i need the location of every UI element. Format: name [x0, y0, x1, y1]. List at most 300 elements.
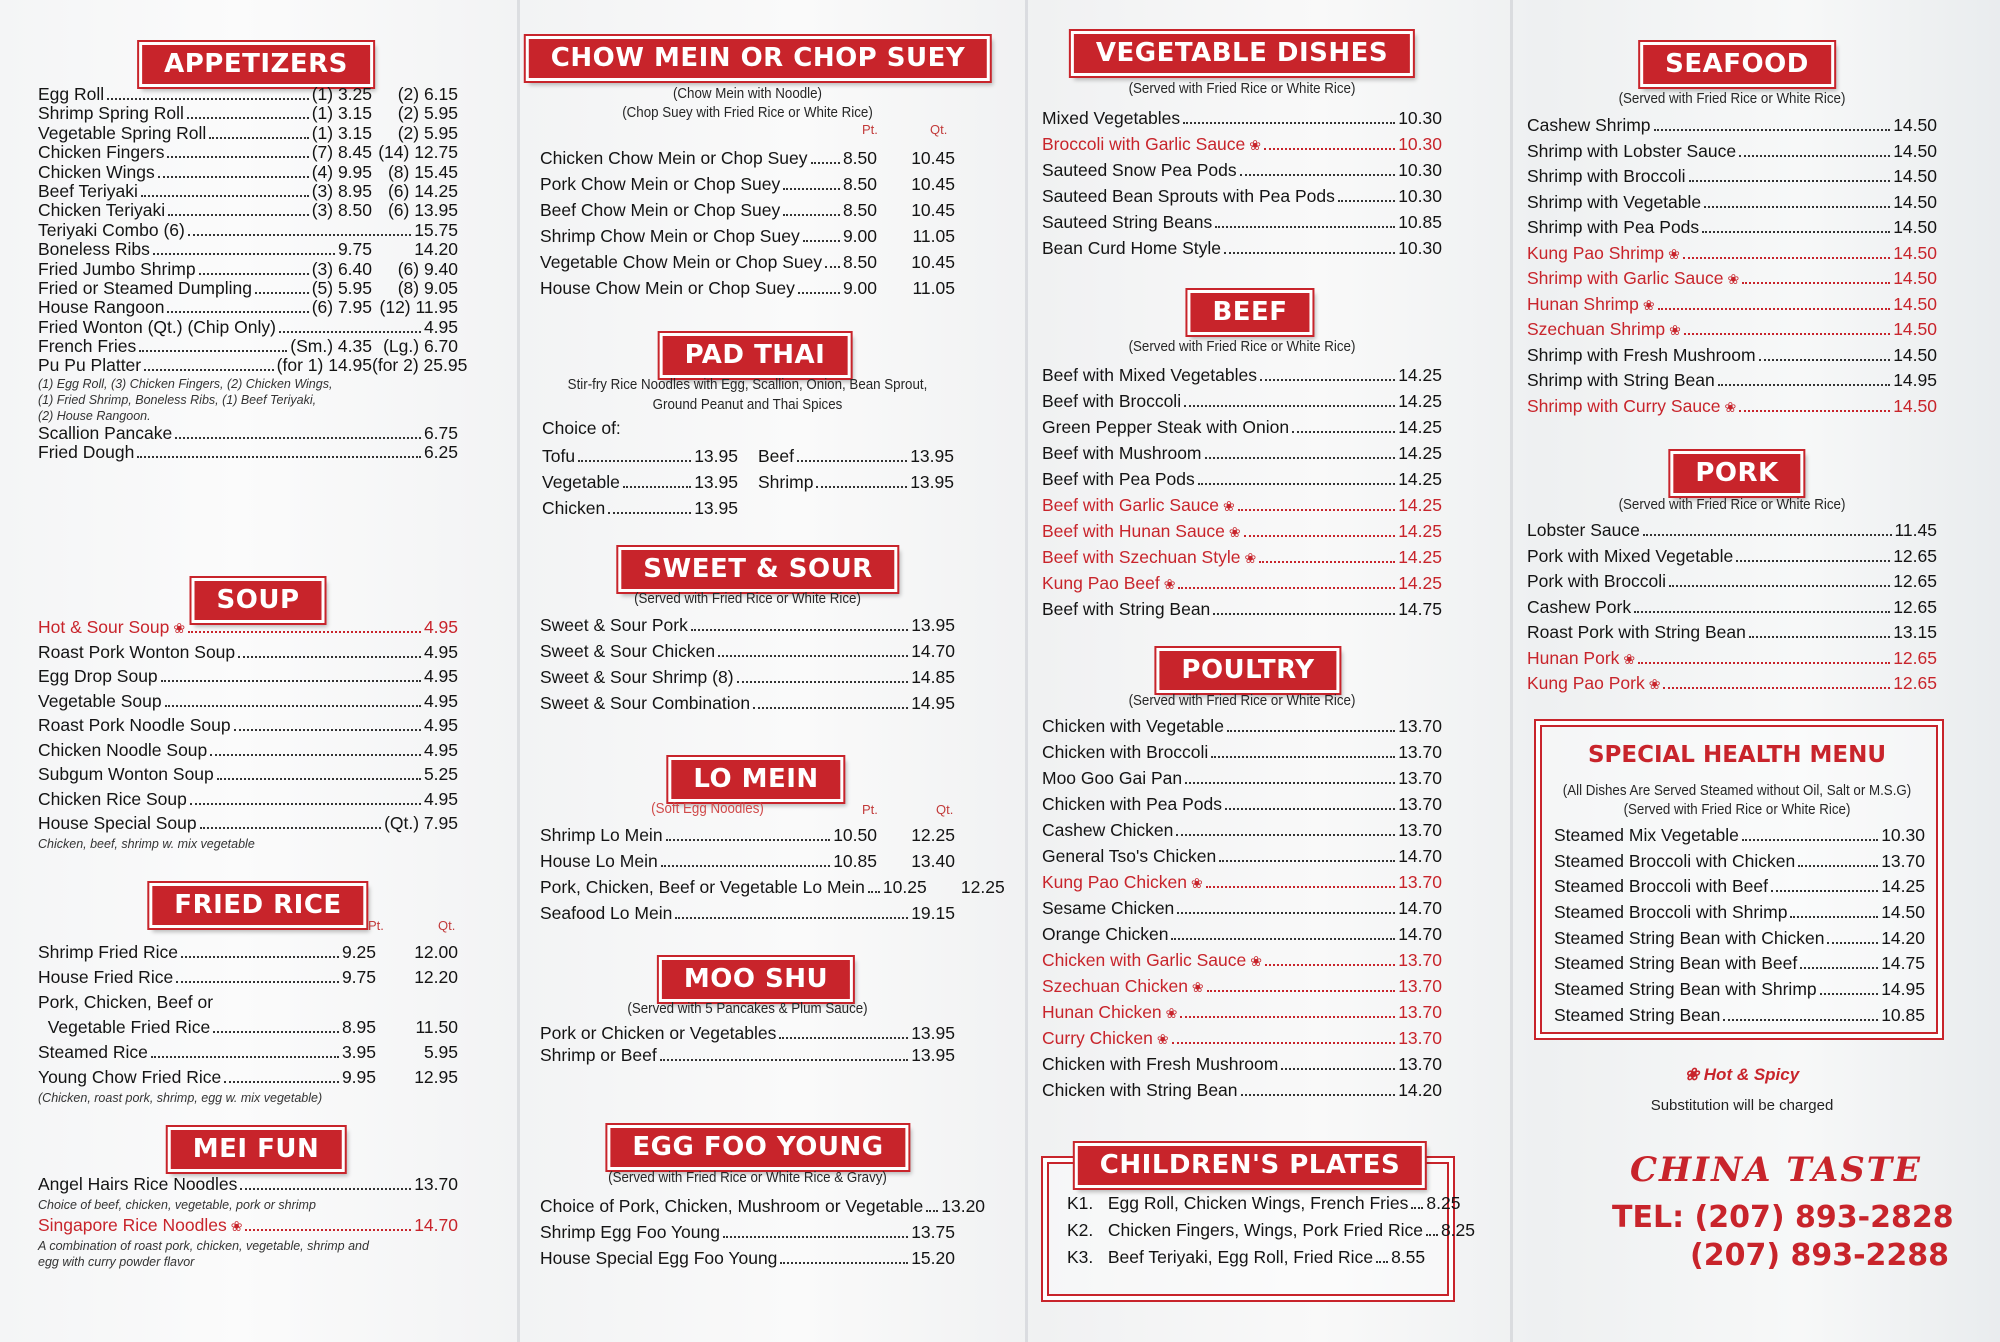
menu-item — [38, 143, 458, 162]
item-price: 14.50 — [1893, 191, 1937, 212]
item-price: 13.95 — [910, 446, 954, 466]
dot-leader — [666, 839, 831, 841]
pepper-icon: ❀ — [1648, 676, 1661, 692]
item-price-large: 11.05 — [912, 278, 955, 298]
pt-label: Pt. — [368, 918, 384, 933]
item-name: Cashew Pork — [1527, 596, 1632, 617]
item-name: Vegetable — [542, 472, 620, 492]
health-list — [1554, 823, 1925, 1029]
item-name: Broccoli with Garlic Sauce — [1042, 134, 1246, 154]
item-name: Vegetable Soup — [38, 690, 162, 711]
menu-item — [1042, 1077, 1442, 1103]
item-price: 13.70 — [1398, 794, 1442, 814]
item-price: 15.75 — [414, 219, 458, 240]
menu-item — [542, 443, 738, 469]
menu-item — [38, 260, 458, 279]
item-price-large: 11.05 — [912, 226, 955, 246]
item-price: 4.95 — [423, 788, 458, 809]
menu-item — [1554, 951, 1925, 977]
pepper-icon: ❀ — [1244, 550, 1257, 566]
menu-item — [540, 874, 1005, 900]
item-name: Green Pepper Steak with Onion — [1042, 417, 1290, 437]
dot-leader — [1264, 148, 1395, 150]
mei-fun-banner: MEI FUN — [168, 1127, 345, 1172]
menu-item — [1042, 131, 1442, 157]
item-price: 5.25 — [423, 764, 458, 784]
dot-leader — [1180, 1016, 1395, 1018]
menu-item — [1527, 164, 1937, 190]
dot-leader — [1663, 687, 1890, 689]
dot-leader — [825, 266, 840, 268]
menu-item — [1554, 849, 1925, 875]
item-description: (1) Egg Roll, (3) Chicken Fingers, (2) Chicken Wings, — [38, 376, 333, 391]
dot-leader — [661, 865, 830, 867]
item-name: Pork, Chicken, Beef or Vegetable Lo Mein — [540, 877, 865, 897]
dot-leader — [1183, 122, 1395, 124]
menu-item — [1042, 570, 1442, 596]
item-name: Roast Pork Noodle Soup — [38, 715, 231, 735]
item-price: 13.70 — [1398, 742, 1442, 762]
item-price: 13.95 — [910, 472, 954, 492]
menu-item — [540, 690, 955, 716]
menu-item — [1042, 105, 1442, 131]
fried-rice-banner: FRIED RICE — [149, 883, 366, 928]
dot-leader — [1426, 1234, 1438, 1236]
item-price-large: (6) 14.25 — [387, 180, 458, 201]
item-name: Shrimp with Pea Pods — [1527, 217, 1700, 237]
menu-item — [38, 201, 458, 220]
dot-leader — [1225, 808, 1395, 810]
item-name: Sauteed String Beans — [1042, 212, 1213, 232]
item-price: 4.95 — [423, 641, 458, 662]
item-price: 14.25 — [1398, 443, 1442, 463]
dot-leader — [1658, 308, 1891, 310]
menu-item — [540, 1193, 986, 1219]
item-price: 14.50 — [1893, 217, 1937, 237]
lo-mein-note: (Soft Egg Noodles) — [651, 801, 764, 817]
item-name: Shrimp Chow Mein or Chop Suey — [540, 226, 800, 246]
item-price-small: 9.25 — [341, 942, 376, 962]
item-description: Chicken, beef, shrimp w. mix vegetable — [38, 836, 255, 851]
dot-leader — [1259, 561, 1395, 563]
item-price: 14.70 — [1398, 846, 1442, 866]
item-name: Angel Hairs Rice Noodles — [38, 1174, 238, 1194]
dot-leader — [737, 681, 909, 683]
menu-item — [38, 298, 458, 317]
dot-leader — [1176, 834, 1395, 836]
menu-item — [1042, 235, 1442, 261]
health-note-1: (All Dishes Are Served Steamed without Oil, Salt or M.S.G) — [1562, 783, 1912, 799]
item-price: 12.65 — [1893, 673, 1937, 693]
item-name: K2. Chicken Fingers, Wings, Pork Fried Rice — [1067, 1220, 1423, 1240]
menu-item — [1554, 1003, 1925, 1029]
item-description: (2) House Rangoon. — [38, 408, 151, 423]
menu-item — [38, 615, 458, 640]
item-name: General Tso's Chicken — [1042, 846, 1217, 866]
item-name: Steamed Broccoli with Beef — [1554, 876, 1768, 897]
restaurant-name: CHINA TASTE — [1630, 1150, 1922, 1190]
item-price: 13.95 — [911, 1023, 955, 1043]
item-price-small: 10.85 — [833, 851, 877, 871]
item-name: Orange Chicken — [1042, 924, 1169, 944]
item-price: 13.70 — [414, 1174, 458, 1194]
pepper-icon: ❀ — [1191, 979, 1204, 995]
pepper-icon: ❀ — [1223, 498, 1235, 514]
chow-mein-note-2: (Chop Suey with Fried Rice or White Rice) — [622, 105, 873, 121]
substitution-note: Substitution will be charged — [1650, 1097, 1834, 1114]
dot-leader — [210, 754, 421, 756]
item-price: 12.65 — [1893, 545, 1937, 566]
menu-item — [1554, 874, 1925, 900]
pepper-icon: ❀ — [1642, 296, 1655, 313]
pepper-icon: ❀ — [1727, 271, 1740, 287]
menu-item — [1042, 596, 1442, 622]
item-price: 14.20 — [1881, 927, 1925, 948]
menu-item — [540, 1245, 955, 1271]
menu-item — [38, 1065, 458, 1090]
dot-leader — [161, 680, 421, 682]
childrens-plates-list — [1067, 1190, 1476, 1271]
item-name: Steamed Broccoli with Shrimp — [1554, 902, 1788, 923]
item-name: K1. Egg Roll, Chicken Wings, French Fries — [1067, 1193, 1409, 1213]
item-name: Shrimp with Fresh Mushroom — [1527, 344, 1756, 365]
item-price: 13.70 — [1398, 716, 1442, 736]
menu-item — [1554, 823, 1925, 849]
vegetable-list — [1042, 105, 1442, 261]
item-name: Boneless Ribs — [38, 239, 150, 260]
item-name: Pork or Chicken or Vegetables — [540, 1023, 777, 1043]
egg-foo-young-banner: EGG FOO YOUNG — [607, 1125, 908, 1170]
menu-item — [1527, 518, 1937, 544]
pt-label: Pt. — [862, 802, 878, 817]
item-price: 8.55 — [1391, 1247, 1426, 1267]
item-price: 6.75 — [423, 422, 458, 443]
dot-leader — [1684, 333, 1890, 335]
item-name: Beef with Mixed Vegetables — [1042, 365, 1257, 385]
item-name: Shrimp with Lobster Sauce — [1527, 140, 1737, 161]
item-price: 13.70 — [1398, 872, 1442, 892]
dot-leader — [137, 456, 421, 458]
dot-leader — [1172, 1042, 1396, 1044]
dot-leader — [1338, 200, 1395, 202]
item-price-small: (6) 7.95 — [311, 297, 372, 318]
item-name: Moo Goo Gai Pan — [1042, 768, 1183, 788]
item-price-small: 9.75 — [341, 967, 376, 987]
item-price: 8.25 — [1426, 1193, 1461, 1213]
menu-item — [1042, 466, 1442, 492]
dot-leader — [151, 1056, 339, 1058]
menu-item — [540, 848, 955, 874]
menu-item — [540, 275, 955, 301]
lo-mein-banner: LO MEIN — [668, 757, 843, 802]
menu-item — [1554, 926, 1925, 952]
chow-mein-list — [540, 145, 955, 301]
pepper-icon: ❀ — [1165, 1005, 1178, 1021]
item-price: 14.20 — [1398, 1080, 1442, 1100]
item-price: 13.70 — [1398, 950, 1442, 970]
dot-leader — [718, 655, 908, 657]
dot-leader — [141, 195, 309, 197]
dot-leader — [200, 827, 382, 829]
item-price-large: (8) 9.05 — [397, 277, 458, 298]
sweet-sour-banner: SWEET & SOUR — [618, 547, 897, 592]
item-name: Shrimp or Beef — [540, 1045, 657, 1065]
poultry-list — [1042, 713, 1442, 1103]
dot-leader — [1736, 560, 1890, 562]
menu-item — [1527, 317, 1937, 343]
dot-leader — [868, 891, 880, 893]
menu-item — [38, 124, 458, 143]
item-price: 15.20 — [911, 1248, 955, 1268]
fried-rice-list — [38, 940, 458, 1106]
item-name: Chicken Wings — [38, 161, 155, 182]
item-price-large: 5.95 — [423, 1042, 458, 1062]
dot-leader — [623, 486, 691, 488]
item-price: 14.75 — [1398, 599, 1442, 619]
item-description: (1) Fried Shrimp, Boneless Ribs, (1) Beef Teriyaki, — [38, 392, 317, 407]
item-name: Shrimp with String Bean — [1527, 370, 1715, 390]
dot-leader — [783, 214, 840, 216]
item-price: 14.50 — [1893, 166, 1937, 186]
item-price: 4.95 — [423, 666, 458, 686]
dot-leader — [1292, 431, 1395, 433]
pepper-icon: ❀ — [173, 620, 186, 636]
dot-leader — [187, 117, 309, 119]
item-name: Sesame Chicken — [1042, 898, 1175, 918]
menu-item — [38, 738, 458, 763]
item-name: Beef with Garlic Sauce — [1042, 495, 1220, 515]
dot-leader — [783, 188, 840, 190]
item-name: Teriyaki Combo (6) — [38, 219, 185, 240]
item-price: 14.70 — [1398, 924, 1442, 944]
menu-item — [540, 900, 955, 926]
menu-item — [38, 279, 458, 298]
item-name: Subgum Wonton Soup — [38, 764, 214, 784]
item-name: Kung Pao Shrimp — [1527, 242, 1665, 263]
menu-item — [1527, 113, 1937, 139]
menu-item — [38, 163, 458, 182]
item-price-large: (Lg.) 6.70 — [383, 336, 458, 357]
item-name: Kung Pao Chicken — [1042, 872, 1187, 892]
menu-item — [542, 469, 738, 495]
item-description: (Chicken, roast pork, shrimp, egg w. mix vegetable) — [38, 1091, 323, 1105]
item-price: 13.95 — [911, 1045, 955, 1065]
item-name: Tofu — [542, 446, 576, 466]
item-price: 14.25 — [1398, 365, 1442, 385]
dot-leader — [165, 705, 421, 707]
item-price-small: 8.50 — [842, 174, 877, 194]
item-name: Sweet & Sour Chicken — [540, 641, 716, 661]
dot-leader — [1704, 206, 1890, 208]
dot-leader — [1790, 916, 1878, 918]
dot-leader — [1244, 535, 1396, 537]
item-name: Cashew Chicken — [1042, 820, 1174, 840]
pepper-icon: ❀ — [1669, 322, 1681, 338]
dot-leader — [107, 98, 309, 100]
item-price-large: 12.95 — [414, 1067, 458, 1087]
pad-thai-note-1: Stir-fry Rice Noodles with Egg, Scallion, Onion, Bean Sprout, — [567, 377, 928, 393]
item-price: 10.30 — [1398, 186, 1442, 206]
item-price: 13.95 — [911, 615, 955, 635]
dot-leader — [153, 253, 335, 255]
vegetable-dishes-banner: VEGETABLE DISHES — [1071, 31, 1413, 76]
pepper-icon: ❀ — [1190, 875, 1203, 891]
sweet-sour-list — [540, 612, 955, 716]
item-price: 12.65 — [1893, 571, 1937, 591]
item-price: 13.70 — [1398, 1054, 1442, 1074]
menu-item — [1042, 843, 1442, 869]
item-price: 14.25 — [1881, 876, 1925, 897]
item-name: Cashew Shrimp — [1527, 115, 1651, 135]
dot-leader — [1241, 1094, 1396, 1096]
item-name: House Chow Mein or Chop Suey — [540, 278, 795, 298]
pt-label: Pt. — [862, 122, 878, 137]
item-price-large: (2) 6.15 — [397, 84, 458, 104]
qt-label: Qt. — [438, 918, 456, 933]
menu-item — [1554, 900, 1925, 926]
dot-leader — [1771, 890, 1878, 892]
item-price-small: (3) 8.95 — [311, 180, 372, 201]
dot-leader — [1702, 231, 1890, 233]
item-price-large: 12.20 — [414, 967, 458, 987]
menu-item — [38, 762, 458, 787]
item-name: Chicken Noodle Soup — [38, 739, 208, 760]
dot-leader — [816, 486, 907, 488]
item-price: 10.85 — [1881, 1004, 1925, 1025]
item-name: Szechuan Chicken — [1042, 976, 1188, 996]
menu-item — [38, 1015, 458, 1040]
dot-leader — [1227, 730, 1395, 732]
item-name: Bean Curd Home Style — [1042, 238, 1221, 258]
dot-leader — [723, 1236, 908, 1238]
menu-item — [1042, 362, 1442, 388]
lo-mein-list — [540, 822, 1005, 926]
item-name: Beef with Mushroom — [1042, 443, 1202, 463]
menu-item — [1527, 620, 1937, 646]
dot-leader — [1260, 379, 1395, 381]
item-price-small: 8.50 — [842, 148, 877, 168]
item-price-large: 12.00 — [414, 942, 458, 962]
item-name: Sweet & Sour Shrimp (8) — [540, 667, 734, 687]
dot-leader — [1178, 587, 1395, 589]
item-price: 10.30 — [1398, 238, 1442, 258]
item-price: 8.25 — [1440, 1220, 1476, 1240]
item-name: House Fried Rice — [38, 967, 174, 987]
item-price: 13.20 — [941, 1196, 986, 1216]
dot-leader — [1207, 990, 1396, 992]
item-name: Hot & Sour Soup — [38, 617, 170, 637]
menu-item — [1042, 492, 1442, 518]
menu-item — [1042, 895, 1442, 921]
menu-item — [1527, 215, 1937, 241]
item-price: 13.70 — [1398, 1002, 1442, 1022]
item-price: 14.50 — [1893, 395, 1937, 416]
item-name: Vegetable Spring Roll — [38, 122, 207, 143]
item-price: 13.70 — [1398, 1028, 1442, 1048]
item-price: 14.50 — [1893, 140, 1937, 161]
beef-banner: BEEF — [1187, 290, 1312, 335]
menu-item — [1527, 595, 1937, 621]
menu-item — [38, 182, 458, 201]
menu-item — [38, 664, 458, 689]
dot-leader — [1411, 1207, 1423, 1209]
item-name: Chicken with Broccoli — [1042, 742, 1209, 762]
item-price: 4.95 — [423, 739, 458, 760]
item-name: Fried or Steamed Dumpling — [38, 277, 252, 298]
item-name: Vegetable Chow Mein or Chop Suey — [540, 252, 823, 272]
item-price-large: (8) 15.45 — [387, 161, 458, 182]
menu-item — [1527, 671, 1937, 697]
poultry-note: (Served with Fried Rice or White Rice) — [1128, 693, 1356, 709]
soup-list — [38, 615, 458, 852]
beef-note: (Served with Fried Rice or White Rice) — [1128, 339, 1356, 355]
item-price-large: 12.25 — [911, 825, 955, 845]
soup-banner: SOUP — [192, 578, 325, 623]
dot-leader — [1742, 839, 1878, 841]
menu-item — [1042, 518, 1442, 544]
item-price-small: (3) 6.40 — [311, 258, 372, 279]
dot-leader — [167, 311, 308, 313]
item-name: Fried Dough — [38, 442, 135, 463]
item-price-small: 9.00 — [842, 226, 877, 246]
item-name: Steamed String Bean — [1554, 1004, 1721, 1025]
dot-leader — [181, 956, 339, 958]
item-name: Beef with Hunan Sauce — [1042, 521, 1225, 541]
item-price-small: (Sm.) 4.35 — [290, 336, 372, 357]
phone-line-1: TEL: (207) 893-2828 — [1612, 1200, 1954, 1235]
menu-item — [1527, 368, 1937, 394]
item-name: Singapore Rice Noodles — [38, 1215, 227, 1235]
item-price-small: 9.00 — [842, 278, 877, 298]
item-name: Chicken — [542, 498, 606, 518]
menu-item — [540, 145, 955, 171]
pepper-icon: ❀ — [1249, 137, 1262, 153]
pork-list — [1527, 518, 1937, 697]
item-price-small: (for 1) 14.95 — [276, 355, 372, 376]
item-price: 6.25 — [423, 442, 458, 463]
item-name: Kung Pao Pork — [1527, 673, 1645, 693]
dot-leader — [1739, 410, 1890, 412]
dot-leader — [578, 460, 691, 462]
item-price: 4.95 — [423, 617, 458, 637]
menu-item — [1042, 157, 1442, 183]
item-price: 10.85 — [1398, 212, 1442, 232]
item-price-large: 13.40 — [911, 851, 955, 871]
item-price-large: 10.45 — [911, 174, 955, 194]
menu-item — [540, 612, 955, 638]
pepper-icon: ❀ — [1668, 245, 1680, 262]
menu-item — [1527, 646, 1937, 672]
item-price: 14.50 — [1893, 293, 1937, 314]
seafood-list — [1527, 113, 1937, 419]
item-price: 4.95 — [423, 316, 458, 337]
item-price: 14.95 — [1881, 979, 1925, 1000]
dot-leader — [199, 273, 309, 275]
item-name: Shrimp Fried Rice — [38, 942, 179, 962]
item-price: 12.65 — [1893, 647, 1937, 668]
dot-leader — [167, 156, 308, 158]
seafood-banner: SEAFOOD — [1640, 42, 1834, 87]
item-price: 13.70 — [1398, 820, 1442, 840]
dot-leader — [798, 292, 840, 294]
dot-leader — [1171, 938, 1395, 940]
dot-leader — [1211, 756, 1395, 758]
menu-item — [1042, 999, 1442, 1025]
item-price: 10.30 — [1398, 134, 1442, 154]
pad-thai-note-2: Ground Peanut and Thai Spices — [652, 397, 843, 413]
menu-item — [758, 443, 954, 469]
item-name: Steamed String Bean with Beef — [1554, 953, 1798, 974]
